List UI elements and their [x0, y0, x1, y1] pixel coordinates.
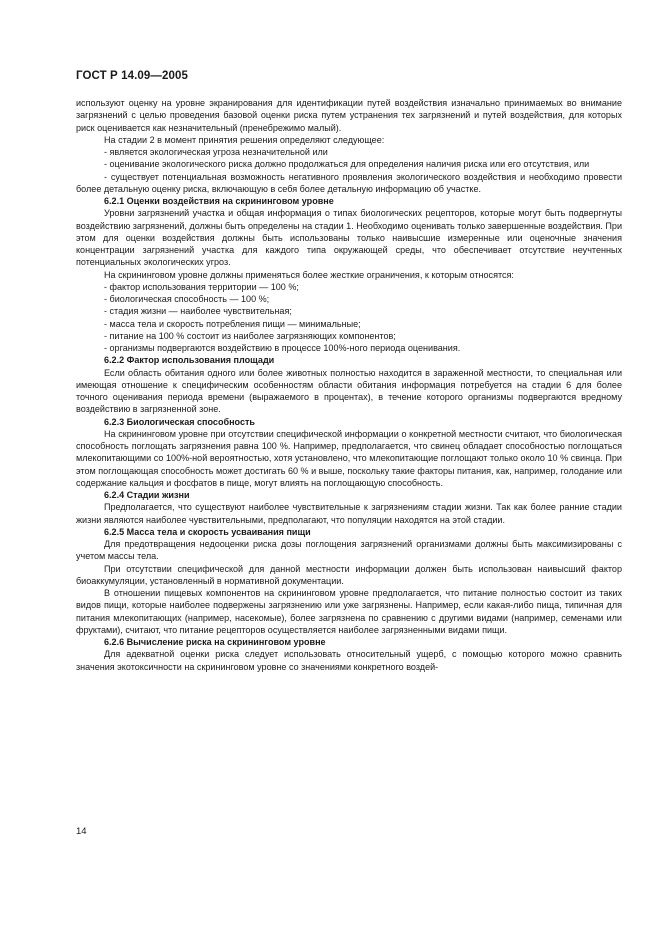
paragraph: Предполагается, что существуют наиболее чувствительные к загрязнениям стадии жизни. Так как более ранние стадии жизни являются наиболее чувствительными, предполагают, что популяции находятся на этой стадии. [76, 502, 622, 525]
list-item: - биологическая способность — 100 %; [104, 294, 270, 304]
document-body [76, 97, 622, 673]
section-heading: 6.2.5 Масса тела и скорость усваивания пищи [104, 526, 311, 537]
list-item: - питание на 100 % состоит из наиболее загрязняющих компонентов; [104, 330, 396, 341]
section-heading: 6.2.1 Оценки воздействия на скрининговом уровне [104, 196, 334, 206]
list-item: - существует потенциальная возможность негативного проявления экологического воздействия и необходимо провести более детальную оценку риска, включающую в себя более детальную информацию об участке. [76, 171, 622, 194]
document-header: ГОСТ Р 14.09—2005 [76, 70, 188, 82]
list-item: - является экологическая угроза незначительной или [104, 147, 328, 157]
paragraph: На стадии 2 в момент принятия решения определяют следующее: [104, 134, 385, 145]
paragraph: В отношении пищевых компонентов на скрининговом уровне предполагается, что питание полностью состоит из таких видов пищи, которые наиболее подвержены загрязнению или уже загрязнены. Например, если какая-либо пища, типичная для питания млекопитающих (например, насекомые), более загрязнена по сравнению с другими видами (например, семенами или фруктами), считают, что питание рецепторов осуществляется наиболее загрязненными видами пищи. [76, 588, 622, 635]
section-heading: 6.2.4 Стадии жизни [104, 490, 190, 500]
paragraph: используют оценку на уровне экранирования для идентификации путей воздействия изначально принимаемых во внимание загрязнений с целью проведения базовой оценки риска путем устранения тех загрязнений и путей воздействия, для которых риск оценивается как незначительный (пренебрежимо малый). [76, 98, 622, 133]
paragraph: На скрининговом уровне при отсутствии специфической информации о конкретной местности считают, что биологическая способность поглощать загрязнения равна 100 %. Например, предполагается, что свинец обладает способностью поглощаться млекопитающими со 100%-ной вероятностью, хотя установлено, что млекопитающие поглощают только около 10 % свинца. При этом поглощающая способность может достигать 60 % и выше, поскольку такие факторы питания, как, например, голодание или содержание кальция и фосфатов в пище, могут влиять на поглощающую способность. [76, 428, 622, 488]
list-item: - фактор использования территории — 100 %; [104, 281, 299, 292]
paragraph: На скрининговом уровне должны применяться более жесткие ограничения, к которым относятся: [104, 269, 514, 280]
section-heading: 6.2.6 Вычисление риска на скрининговом уровне [104, 637, 326, 647]
paragraph: При отсутствии специфической для данной местности информации должен быть использован наивысший фактор биоаккумуляции, установленный в нормативной документации. [76, 563, 622, 586]
list-item: - масса тела и скорость потребления пищи — минимальные; [104, 318, 361, 329]
list-item: - стадия жизни — наиболее чувствительная; [104, 306, 292, 317]
paragraph: Для адекватной оценки риска следует использовать относительный ущерб, с помощью которого можно сравнить значения экотоксичности на скрининговом уровне со значениями конкретного воздей- [76, 649, 622, 672]
list-item: - оценивание экологического риска должно продолжаться для определения наличия риска или его отсутствия, или [104, 159, 590, 170]
section-heading: 6.2.2 Фактор использования площади [104, 355, 275, 366]
paragraph: Если область обитания одного или более животных полностью находится в зараженной местности, то специальная или имеющая отношение к специфическим особенностям области обитания информация потребуется на стадии 6 для более точного оценивания периода времени (выражаемого в процентах), в течение которого организмы подвергаются вредному воздействию в загрязненной зоне. [76, 367, 622, 415]
paragraph: Уровни загрязнений участка и общая информация о типах биологических рецепторов, которые могут быть подвергнуты воздействию загрязнений, должны быть определены на стадии 1. Необходимо оценивать только завершенные воздействия. При этом для оценки воздействия должны быть использованы только наивысшие измеренные или оценочные значения концентрации загрязнений участка для каждого типа окружающей среды, что обеспечивает отсутствие неучтенных потенциальных экологических угроз. [76, 208, 622, 268]
section-heading: 6.2.3 Биологическая способность [104, 416, 255, 427]
page-number: 14 [76, 826, 87, 837]
paragraph: Для предотвращения недооценки риска дозы поглощения загрязнений организмами должны быть максимизированы с учетом массы тела. [76, 539, 622, 562]
list-item: - организмы подвергаются воздействию в процессе 100%-ного периода оценивания. [104, 343, 461, 353]
